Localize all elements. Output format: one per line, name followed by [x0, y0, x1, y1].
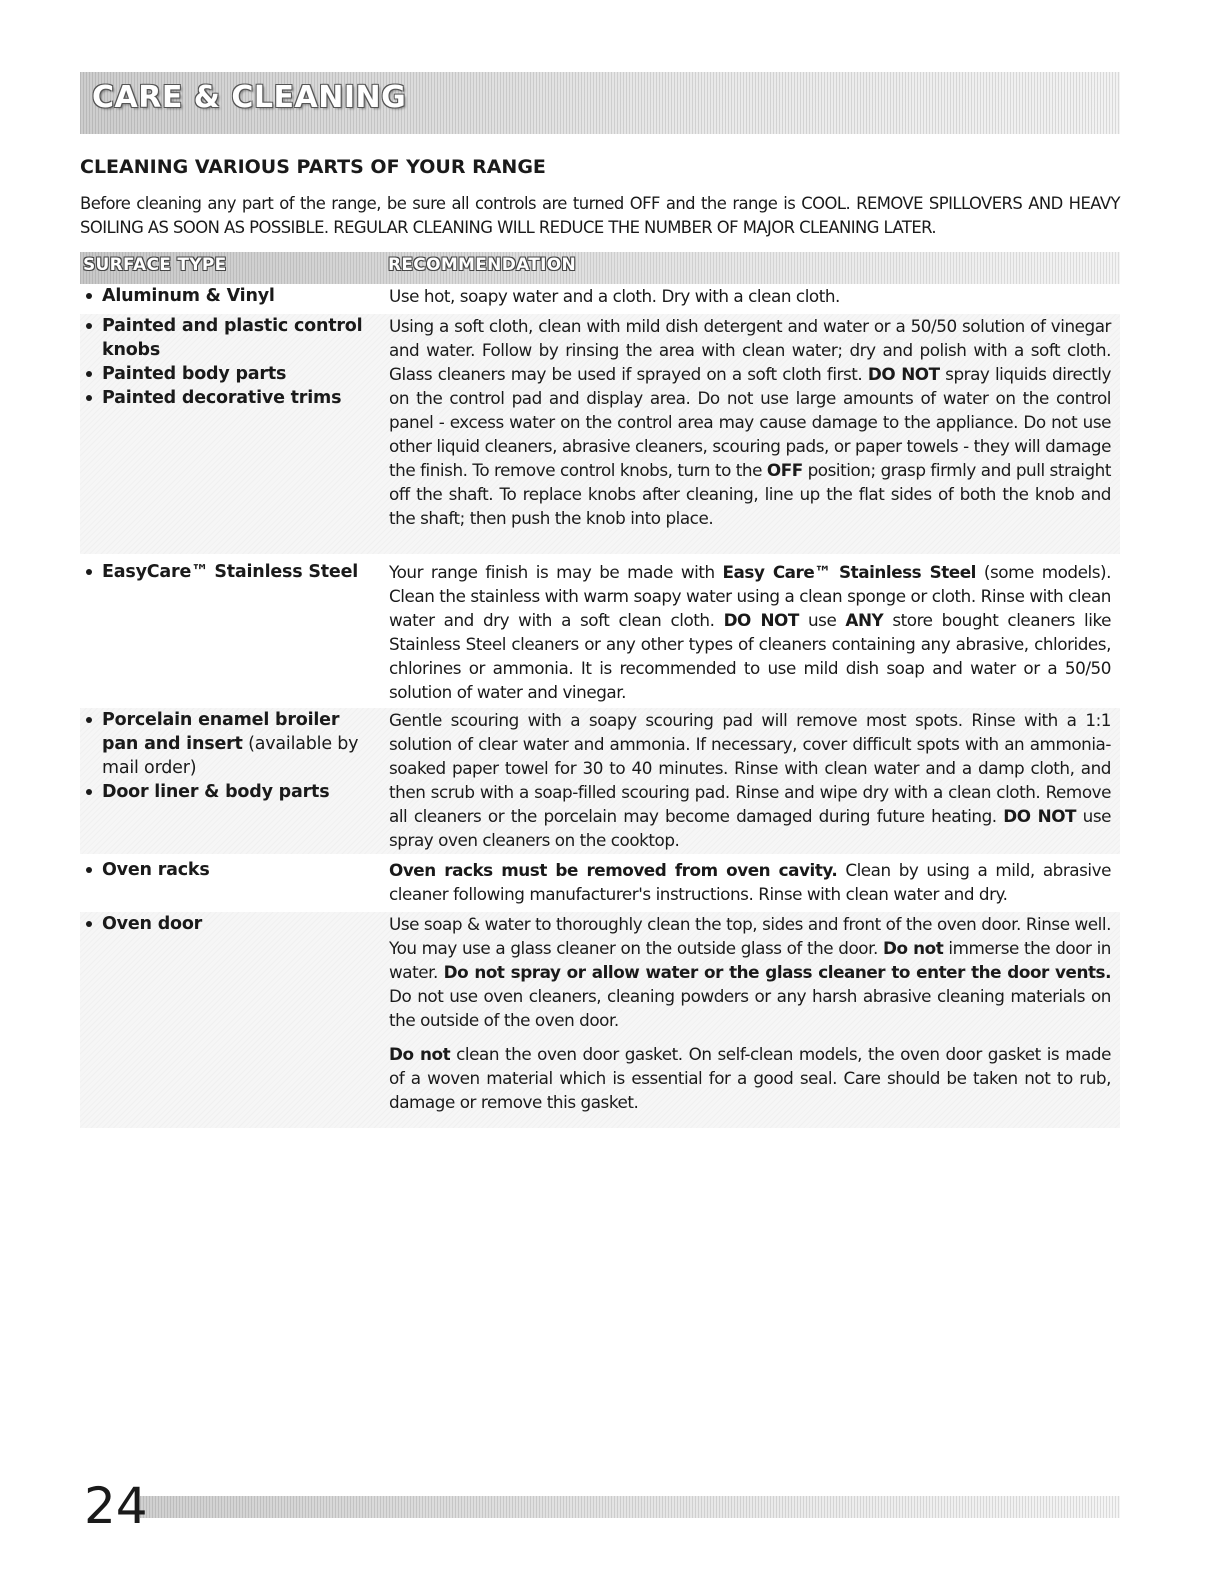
surface-item-porcelain-broiler: Porcelain enamel broiler pan and insert (available by mail order)	[80, 708, 380, 780]
table-row-painted	[80, 314, 1120, 554]
surface-item-painted-trims: Painted decorative trims	[80, 386, 380, 410]
surface-cell	[80, 858, 380, 882]
recommendation-cell	[389, 912, 1111, 1114]
recommendation-cell	[389, 314, 1111, 530]
table-row-stainless	[80, 560, 1120, 706]
surface-cell	[80, 284, 380, 308]
page-number: 24	[84, 1477, 148, 1535]
recommendation-text: Gentle scouring with a soapy scouring pad will remove most spots. Rinse with a 1:1 solution of clear water and ammonia. If necessary, cover difficult spots with an ammonia-soaked paper towel for 30 to 40 minutes. Rinse with clean water and a damp cloth, and then scrub with a soap-filled scouring pad. Rinse and wipe dry with a clean cloth. Remove all cleaners or the porcelain may become damaged during future heating. DO NOT use spray oven cleaners on the cooktop.	[389, 710, 1111, 850]
recommendation-text: Use hot, soapy water and a cloth. Dry with a clean cloth.	[389, 286, 840, 306]
surface-cell	[80, 314, 380, 410]
surface-cell	[80, 560, 380, 584]
recommendation-text: Your range finish is may be made with Easy Care™ Stainless Steel (some models). Clean the stainless with warm soapy water using a clean sponge or cloth. Rinse with clean water and dry with a soft clean cloth. DO NOT use ANY store bought cleaners like Stainless Steel cleaners or any other types of cleaners containing any abrasive, chlorides, chlorines or ammonia. It is recommended to use mild dish soap and water or a 50/50 solution of water and vinegar.	[389, 562, 1111, 702]
recommendation-text: Using a soft cloth, clean with mild dish detergent and water or a 50/50 solution of vinegar and water. Follow by rinsing the area with clean water; dry and polish with a soft cloth. Glass cleaners may be used if sprayed on a soft cloth first. DO NOT spray liquids directly on the control pad and display area. Do not use large amounts of water on the control panel - excess water on the control area may cause damage to the appliance. Do not use other liquid cleaners, abrasive cleaners, scouring pads, or paper towels - they will damage the finish. To remove control knobs, turn to the OFF position; grasp firmly and pull straight off the shaft. To replace knobs after cleaning, line up the flat sides of both the knob and the shaft; then push the knob into place.	[389, 316, 1111, 528]
surface-cell	[80, 708, 380, 804]
surface-item-oven-racks: Oven racks	[80, 858, 380, 882]
surface-item-painted-body: Painted body parts	[80, 362, 380, 386]
table-row-aluminum	[80, 284, 1120, 312]
recommendation-text: Oven racks must be removed from oven cavity. Clean by using a mild, abrasive cleaner following manufacturer's instructions. Rinse with clean water and dry.	[389, 860, 1111, 904]
recommendation-text-gasket: Do not clean the oven door gasket. On self-clean models, the oven door gasket is made of a woven material which is essential for a good seal. Care should be taken not to rub, damage or remove this gasket.	[389, 1044, 1111, 1112]
table-row-oven-door	[80, 912, 1120, 1128]
recommendation-cell	[389, 708, 1111, 852]
intro-paragraph: Before cleaning any part of the range, be sure all controls are turned OFF and the range is COOL. REMOVE SPILLOVERS AND HEAVY SOILING AS SOON AS POSSIBLE. REGULAR CLEANING WILL REDUCE THE NUMBER OF MAJOR CLEANING LATER.	[80, 194, 1120, 237]
surface-item-oven-door: Oven door	[80, 912, 380, 936]
surface-item-easycare-stainless: EasyCare™ Stainless Steel	[80, 560, 380, 584]
surface-item-door-liner: Door liner & body parts	[80, 780, 380, 804]
surface-item-painted-knobs: Painted and plastic control knobs	[80, 314, 380, 362]
footer-bar	[140, 1496, 1120, 1518]
recommendation-cell	[389, 284, 1111, 308]
banner-title: CARE & CLEANING	[92, 80, 407, 115]
surface-item-aluminum-vinyl: Aluminum & Vinyl	[80, 284, 380, 308]
recommendation-cell	[389, 560, 1111, 704]
section-banner	[80, 72, 1120, 134]
section-title: CLEANING VARIOUS PARTS OF YOUR RANGE	[80, 156, 546, 178]
recommendation-cell	[389, 858, 1111, 906]
recommendation-text: Use soap & water to thoroughly clean the top, sides and front of the oven door. Rinse well. You may use a glass cleaner on the outside glass of the door. Do not immerse the door in water. Do not spray or allow water or the glass cleaner to enter the door vents. Do not use oven cleaners, cleaning powders or any harsh abrasive cleaning materials on the outside of the oven door.	[389, 914, 1111, 1030]
surface-cell	[80, 912, 380, 936]
surface-type-header: SURFACE TYPE	[83, 255, 227, 275]
table-row-oven-racks	[80, 858, 1120, 908]
table-header	[80, 252, 1120, 284]
recommendation-header: RECOMMENDATION	[388, 255, 577, 275]
table-row-porcelain	[80, 708, 1120, 854]
